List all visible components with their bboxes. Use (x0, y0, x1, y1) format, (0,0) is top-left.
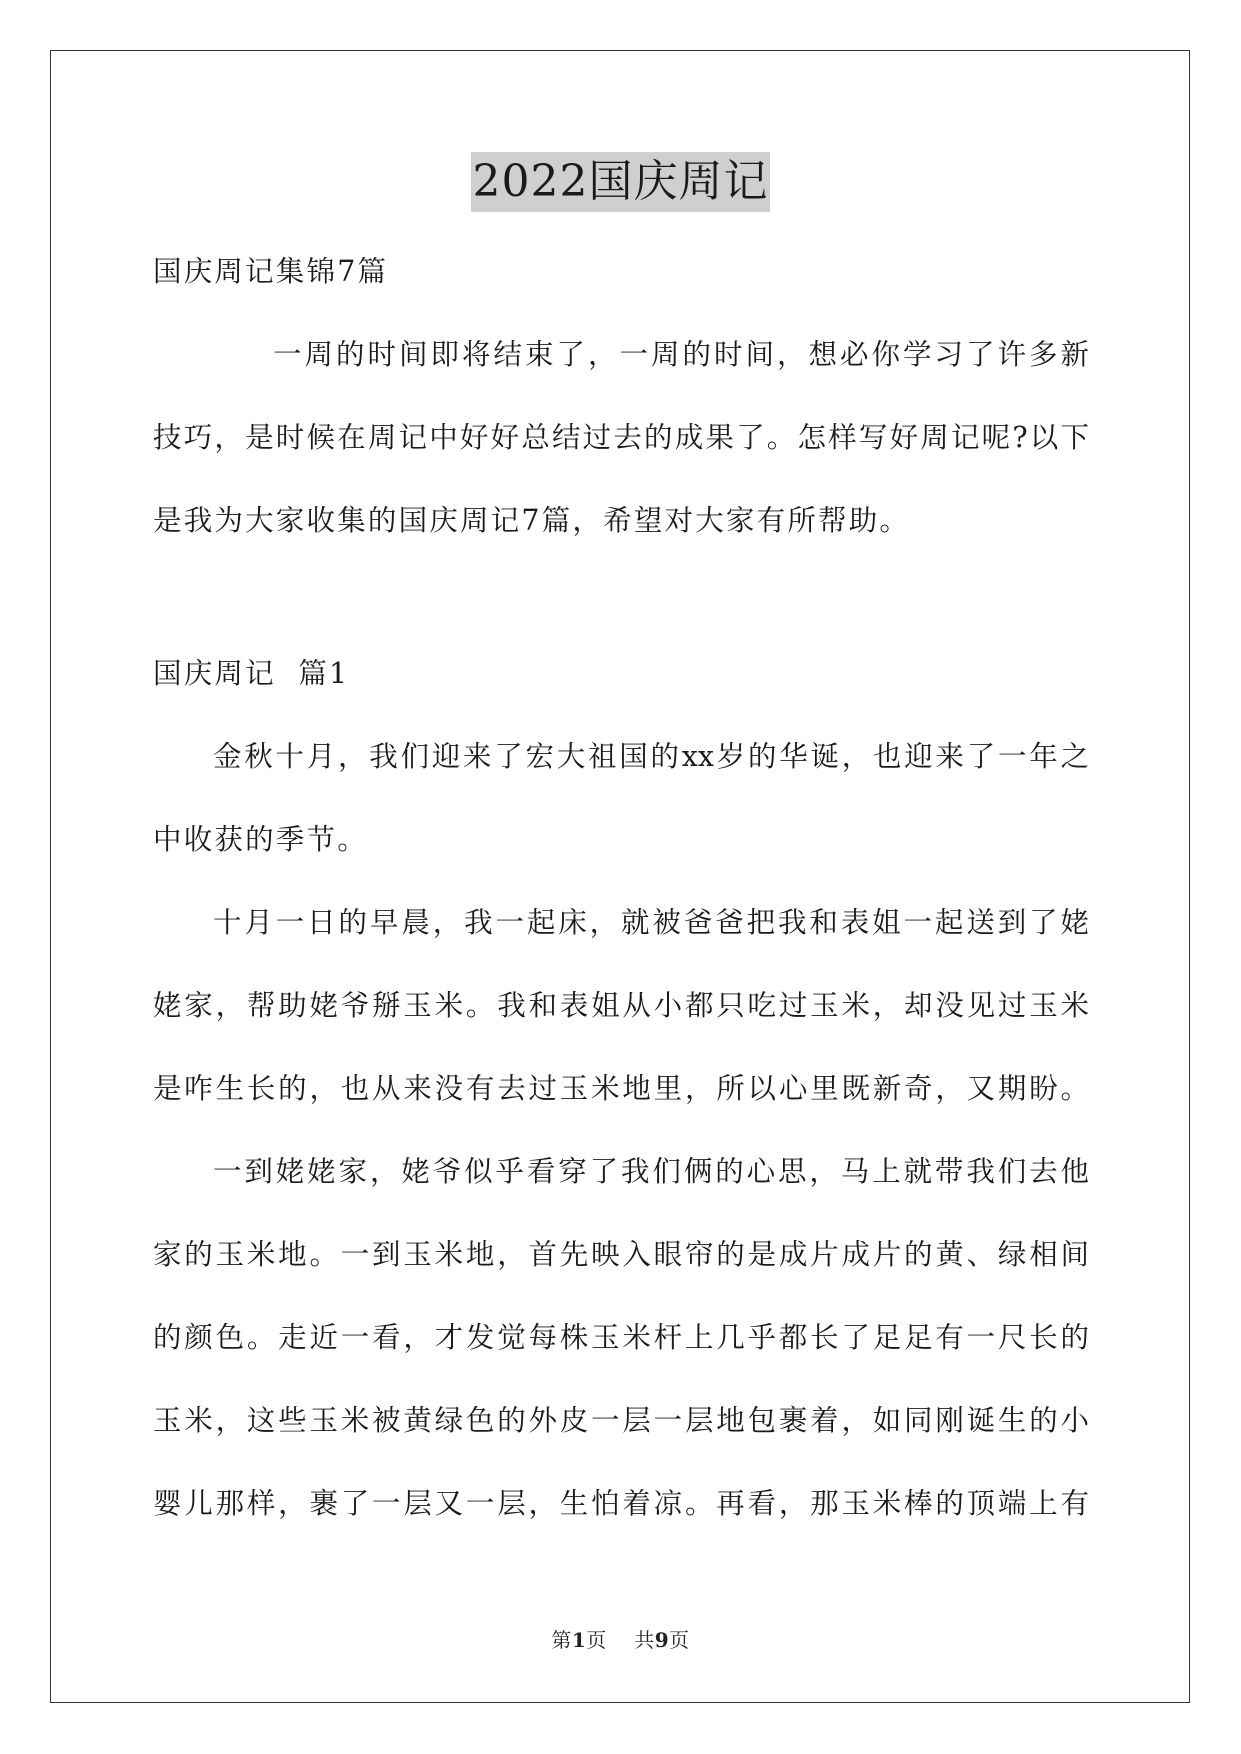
document-body (153, 230, 1089, 1545)
document-title: 2022国庆周记 (471, 152, 771, 212)
intro-line: 是我为大家收集的国庆周记7篇，希望对大家有所帮助。 (153, 504, 911, 537)
paragraph-line: 玉米，这些玉米被黄绿色的外皮一层一层地包裹着，如同刚诞生的小 (153, 1404, 1089, 1437)
page-mid: 页 共 (586, 1628, 655, 1652)
paragraph-line: 的颜色。走近一看，才发觉每株玉米杆上几乎都长了足足有一尺长的 (153, 1321, 1089, 1354)
intro-line: 一周的时间即将结束了，一周的时间，想必你学习了许多新 (273, 338, 1089, 371)
paragraph-line: 金秋十月，我们迎来了宏大祖国的xx岁的华诞，也迎来了一年之 (213, 740, 1089, 773)
page-footer (0, 1624, 1241, 1653)
title-container (0, 152, 1241, 212)
page-total: 9 (654, 1628, 670, 1652)
paragraph-line: 中收获的季节。 (153, 823, 368, 856)
paragraph-line: 十月一日的早晨，我一起床，就被爸爸把我和表姐一起送到了姥 (213, 906, 1089, 939)
intro-line: 技巧，是时候在周记中好好总结过去的成果了。怎样写好周记呢?以下 (153, 421, 1089, 454)
paragraph-line: 婴儿那样，裹了一层又一层，生怕着凉。再看，那玉米棒的顶端上有 (153, 1487, 1089, 1520)
section-heading: 国庆周记 篇1 (153, 657, 350, 690)
spacer (153, 562, 1089, 632)
paragraph-line: 家的玉米地。一到玉米地，首先映入眼帘的是成片成片的黄、绿相间 (153, 1238, 1089, 1271)
page-suffix: 页 (669, 1628, 690, 1652)
paragraph-line: 姥家，帮助姥爷掰玉米。我和表姐从小都只吃过玉米，却没见过玉米 (153, 989, 1089, 1022)
page-current: 1 (571, 1628, 587, 1652)
paragraph-line: 是咋生长的，也从来没有去过玉米地里，所以心里既新奇，又期盼。 (153, 1072, 1089, 1105)
subtitle: 国庆周记集锦7篇 (153, 255, 389, 288)
paragraph-line: 一到姥姥家，姥爷似乎看穿了我们俩的心思，马上就带我们去他 (213, 1155, 1089, 1188)
page-prefix: 第 (551, 1628, 572, 1652)
